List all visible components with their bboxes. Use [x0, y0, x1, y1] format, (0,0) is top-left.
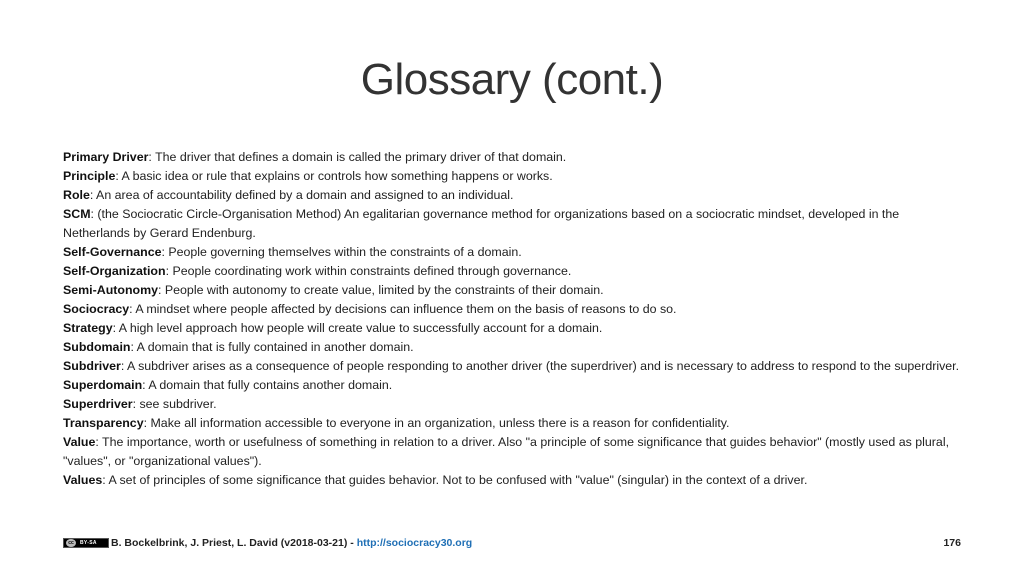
slide-title: Glossary (cont.)	[360, 55, 664, 104]
page-number: 176	[943, 537, 961, 549]
glossary-definition: : A set of principles of some significance that guides behavior. Not to be confused with "value" (singular) in the context of a driver.	[102, 473, 808, 487]
glossary-definition: : The importance, worth or usefulness of something in relation to a driver. Also "a principle of some significance that guides behavior" (mostly used as plural, "values", or "organizational values").	[63, 435, 950, 468]
glossary-term: Role	[63, 188, 90, 202]
glossary-definition: : A high level approach how people will create value to successfully account for a domain.	[112, 321, 603, 335]
glossary-definition: : A basic idea or rule that explains or controls how something happens or works.	[115, 169, 553, 183]
glossary-entry-scm	[63, 205, 968, 243]
glossary-entry-role	[63, 186, 968, 205]
glossary-entry-strategy	[63, 319, 968, 338]
glossary-definition: : An area of accountability defined by a domain and assigned to an individual.	[89, 188, 514, 202]
glossary-entry-transparency	[63, 414, 968, 433]
glossary-term: Value	[63, 435, 96, 449]
glossary-term: Superdomain	[63, 378, 143, 392]
glossary-entry-subdriver	[63, 357, 968, 376]
glossary-term: SCM	[63, 207, 91, 221]
cc-symbol: cc	[66, 539, 76, 547]
glossary-definition: : A domain that fully contains another domain.	[142, 378, 393, 392]
glossary-entry-self-organization	[63, 262, 968, 281]
glossary-definition: : Make all information accessible to everyone in an organization, unless there is a reason for confidentiality.	[143, 416, 730, 430]
glossary-term: Principle	[63, 169, 116, 183]
glossary-entry-semi-autonomy	[63, 281, 968, 300]
glossary-term: Primary Driver	[63, 150, 149, 164]
footer-link[interactable]: http://sociocracy30.org	[356, 537, 473, 549]
glossary-list	[63, 148, 968, 490]
glossary-entry-subdomain	[63, 338, 968, 357]
glossary-definition: : People with autonomy to create value, limited by the constraints of their domain.	[158, 283, 604, 297]
glossary-entry-values	[63, 471, 968, 490]
slide-footer	[63, 535, 961, 551]
cc-license-icon[interactable]	[63, 538, 109, 548]
glossary-definition: : A subdriver arises as a consequence of people responding to another driver (the superdriver) and is necessary to address to respond to the superdriver.	[120, 359, 960, 373]
glossary-definition: : (the Sociocratic Circle-Organisation Method) An egalitarian governance method for organizations based on a sociocratic mindset, developed in the Netherlands by Gerard Endenburg.	[63, 207, 900, 240]
glossary-definition: : The driver that defines a domain is called the primary driver of that domain.	[148, 150, 567, 164]
glossary-term: Values	[63, 473, 103, 487]
glossary-term: Transparency	[63, 416, 144, 430]
glossary-entry-superdomain	[63, 376, 968, 395]
footer-credit	[111, 535, 472, 551]
glossary-term: Semi-Autonomy	[63, 283, 158, 297]
glossary-term: Self-Governance	[63, 245, 162, 259]
glossary-entry-self-governance	[63, 243, 968, 262]
glossary-term: Subdomain	[63, 340, 131, 354]
glossary-term: Superdriver	[63, 397, 133, 411]
glossary-term: Strategy	[63, 321, 113, 335]
glossary-definition: : see subdriver.	[132, 397, 217, 411]
glossary-definition: : People governing themselves within the constraints of a domain.	[161, 245, 522, 259]
glossary-definition: : People coordinating work within constraints defined through governance.	[165, 264, 572, 278]
glossary-definition: : A domain that is fully contained in another domain.	[130, 340, 414, 354]
glossary-entry-superdriver	[63, 395, 968, 414]
license-badge-text: BY-SA	[80, 540, 97, 546]
glossary-entry-principle	[63, 167, 968, 186]
glossary-entry-primary-driver	[63, 148, 968, 167]
glossary-entry-sociocracy	[63, 300, 968, 319]
glossary-term: Self-Organization	[63, 264, 166, 278]
glossary-term: Subdriver	[63, 359, 121, 373]
footer-credit-text: B. Bockelbrink, J. Priest, L. David (v2018-03-21) -	[111, 537, 357, 549]
glossary-entry-value	[63, 433, 968, 471]
glossary-term: Sociocracy	[63, 302, 130, 316]
glossary-definition: : A mindset where people affected by decisions can influence them on the basis of reasons to do so.	[129, 302, 677, 316]
